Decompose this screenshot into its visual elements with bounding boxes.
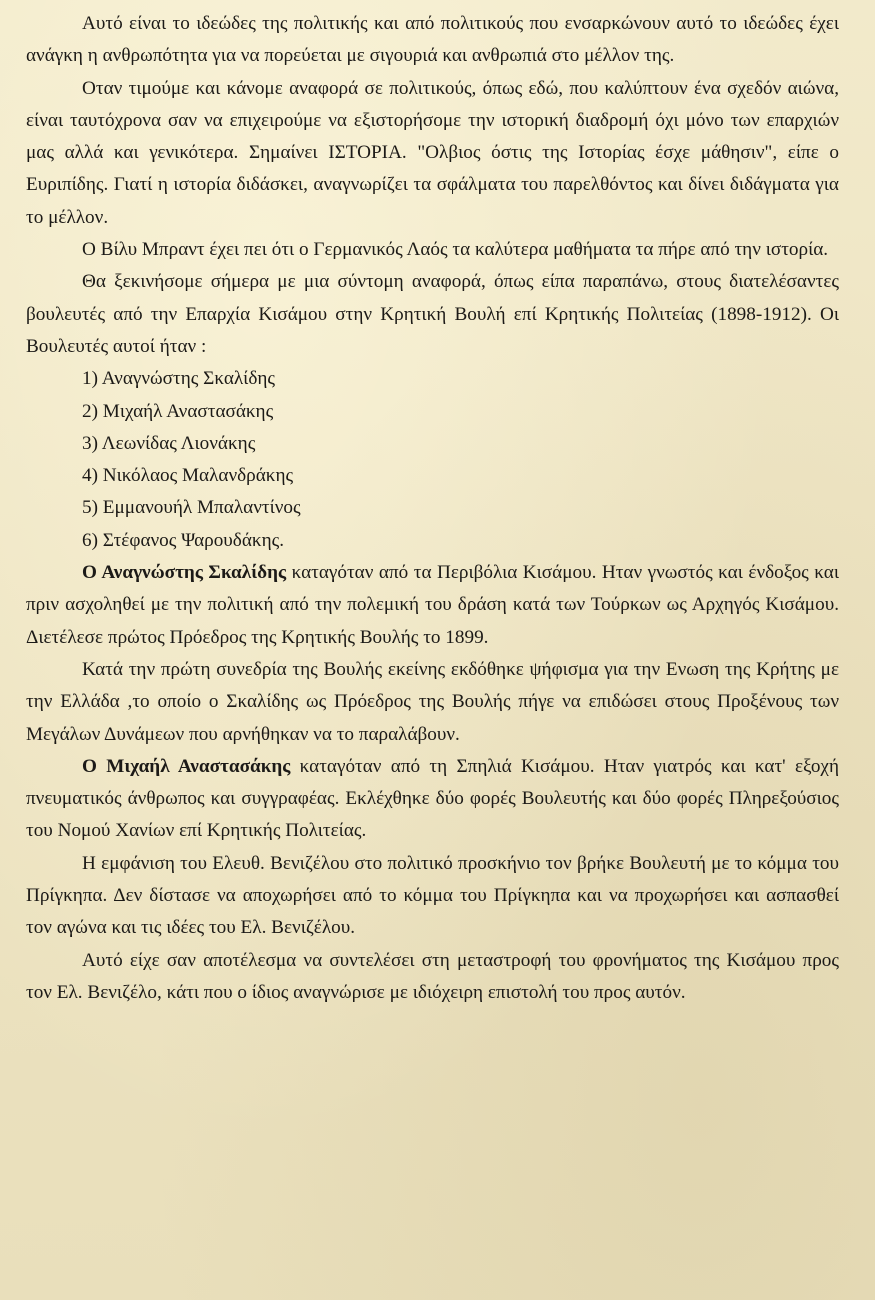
paragraph-skalidis-text: καταγόταν από τα Περιβόλια Κισάμου. Ηταν γνωστός και ένδοξος και πριν ασχοληθεί με την πολιτική από την πολεμική του δράση κατά των Τούρκων ως Αρχηγός Κισάμου. Διετέλεσε πρώτος Πρόεδρος της Κρητικής Βουλής το 1899. (26, 562, 839, 648)
list-item: 6) Στέφανος Ψαρουδάκης. (82, 529, 285, 551)
list-item: 1) Αναγνώστης Σκαλίδης (82, 368, 276, 390)
paragraph-anastasakis (26, 751, 839, 848)
paragraph-deputies-intro: Θα ξεκινήσομε σήμερα με μια σύντομη αναφορά, όπως είπα παραπάνω, στους διατελέσαντες βουλευτές από την Επαρχία Κισάμου στην Κρητική Βουλή επί Κρητικής Πολιτείας (1898-1912). Οι Βουλευτές αυτοί ήταν : (26, 271, 839, 357)
list-item: 5) Εμμανουήλ Μπαλαντίνος (82, 497, 301, 519)
list-item: 4) Νικόλαος Μαλανδράκης (82, 465, 294, 487)
list-item: 2) Μιχαήλ Αναστασάκης (82, 400, 274, 422)
paragraph-willy-brandt: Ο Βίλυ Μπραντ έχει πει ότι ο Γερμανικός Λαός τα καλύτερα μαθήματα τα πήρε από την ιστορία. (82, 239, 829, 261)
deputies-list (26, 363, 839, 557)
paragraph-ideal-politics: Αυτό είναι το ιδεώδες της πολιτικής και από πολιτικούς που ενσαρκώνουν αυτό το ιδεώδες έχει ανάγκη η ανθρωπότητα για να πορεύεται με σιγουριά και ανθρωπιά στο μέλλον της. (26, 13, 839, 67)
name-skalidis: Ο Αναγνώστης Σκαλίδης (82, 562, 287, 584)
paragraph-result: Αυτό είχε σαν αποτέλεσμα να συντελέσει στη μεταστροφή του φρονήματος της Κισάμου προς τον Ελ. Βενιζέλο, κάτι που ο ίδιος αναγνώρισε με ιδιόχειρη επιστολή του προς αυτόν. (26, 949, 839, 1003)
list-item: 3) Λεωνίδας Λιονάκης (82, 432, 256, 454)
paragraph-first-session: Κατά την πρώτη συνεδρία της Βουλής εκείνης εκδόθηκε ψήφισμα για την Ενωση της Κρήτης με την Ελλάδα ,το οποίο ο Σκαλίδης ως Πρόεδρος της Βουλής πήγε να επιδώσει στους Προξένους των Μεγάλων Δυνάμεων που αρνήθηκαν να το παραλάβουν. (26, 658, 839, 745)
paragraph-history: Οταν τιμούμε και κάνομε αναφορά σε πολιτικούς, όπως εδώ, που καλύπτουν ένα σχεδόν αιώνα, είναι ταυτόχρονα σαν να επιχειρούμε να εξιστορήσομε την ιστορική διαδρομή όχι μόνο των επαρχιών μας αλλά και γενικότερα. Σημαίνει ΙΣΤΟΡΙΑ. "Ολβιος όστις της Ιστορίας έσχε μάθησιν", είπε ο Ευριπίδης. Γιατί η ιστορία διδάσκει, αναγνωρίζει τα σφάλματα του παρελθόντος και δίνει διδάγματα για το μέλλον. (26, 77, 839, 228)
paragraph-anastasakis-text: καταγόταν από τη Σπηλιά Κισάμου. Ηταν γιατρός και κατ' εξοχή πνευματικός άνθρωπος και συγγραφέας. Εκλέχθηκε δύο φορές Βουλευτής και δύο φορές Πληρεξούσιος του Νομού Χανίων επί Κρητικής Πολιτείας. (26, 755, 839, 842)
paragraph-skalidis (26, 557, 839, 654)
name-anastasakis: Ο Μιχαήλ Αναστασάκης (82, 755, 291, 777)
paragraph-venizelos: Η εμφάνιση του Ελευθ. Βενιζέλου στο πολιτικό προσκήνιο τον βρήκε Βουλευτή με το κόμμα του Πρίγκηπα. Δεν δίστασε να αποχωρήσει από το κόμμα του Πρίγκηπα και να προχωρήσει και ασπασθεί τον αγώνα και τις ιδέες του Ελ. Βενιζέλου. (26, 852, 839, 939)
